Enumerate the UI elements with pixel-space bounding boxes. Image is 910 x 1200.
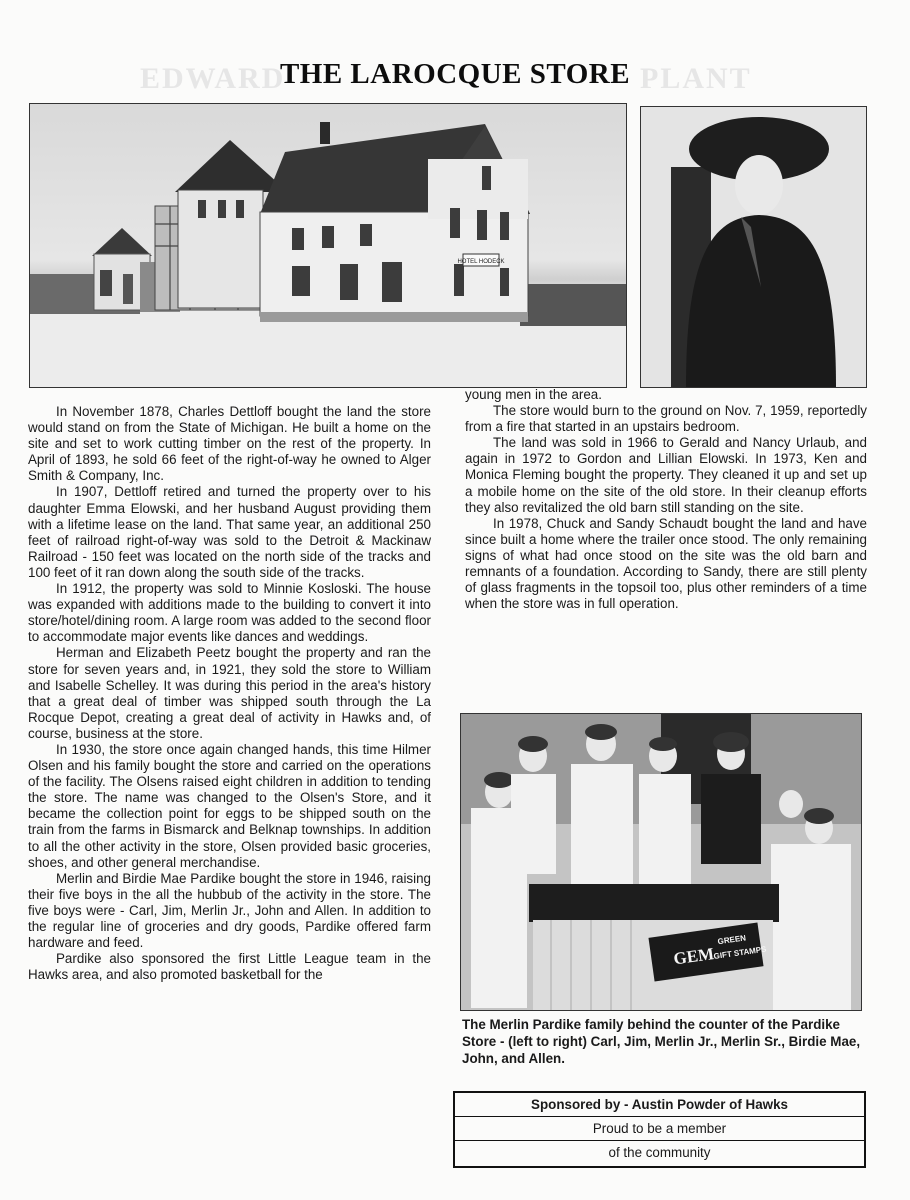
sponsor-line-1: Sponsored by - Austin Powder of Hawks	[455, 1093, 864, 1117]
store-sign-text: HOTEL HODECK	[457, 259, 505, 265]
article-paragraph: The store would burn to the ground on Nov. 7, 1959, reportedly from a fire that started in an upstairs bedroom.	[465, 403, 867, 435]
family-photo-caption: The Merlin Pardike family behind the counter of the Pardike Store - (left to right) Carl, Jim, Merlin Jr., Merlin Sr., Birdie Mae, John, and Allen.	[462, 1017, 861, 1066]
sponsor-line-3: of the community	[608, 1145, 711, 1160]
article-paragraph: In 1907, Dettloff retired and turned the property over to his daughter Emma Elowski, and her husband August providing them with a lifetime lease on the land. That same year, an additional 250 feet of railroad right-of-way was sold to the Detroit & Mackinaw Railroad - 150 feet was located on the north side of the tracks and 100 feet of it ran down along the south side of the tracks.	[28, 484, 431, 580]
article-right-column	[465, 387, 867, 612]
article-paragraph: The land was sold in 1966 to Gerald and Nancy Urlaub, and again in 1972 to Gordon and Lillian Elowski. In 1973, Ken and Monica Fleming bought the property. They cleaned it up and set up a mobile home on the site of the old store. In their cleanup efforts they also revitalized the old barn still standing on the site.	[465, 435, 867, 515]
portrait-illustration	[641, 107, 866, 387]
ghost-text-left: EDWARD	[140, 62, 286, 95]
article-paragraph: Pardike also sponsored the first Little League team in the Hawks area, and also promoted basketball for the	[28, 951, 431, 983]
gem-sign-line2: GIFT STAMPS	[713, 944, 767, 961]
store-building-photo	[29, 103, 627, 388]
article-paragraph: In 1978, Chuck and Sandy Schaudt bought the land and have since built a home where the trailer once stood. The only remaining signs of what had once stood on the site was the old barn and remnants of a foundation. According to Sandy, there are still plenty of glass fragments in the topsoil too, plus other reminders of a time when the store was in full operation.	[465, 515, 867, 612]
article-paragraph: Herman and Elizabeth Peetz bought the property and ran the store for seven years and, in 1921, they sold the store to William and Isabelle Schelley. It was during this period in the area's history that a great deal of timber was shipped south through the La Rocque Depot, creating a great deal of activity in Hawks and, of course, business at the store.	[28, 645, 431, 741]
article-continuation: young men in the area.	[465, 387, 602, 402]
store-building-illustration	[30, 104, 626, 387]
article-paragraph: In November 1878, Charles Dettloff bought the land the store would stand on from the State of Michigan. He built a home on the site and set to work cutting timber on the rest of the property. In April of 1893, he sold 66 feet of the right-of-way he owned to Alger Smith & Company, Inc.	[28, 404, 431, 484]
article-paragraph: In 1912, the property was sold to Minnie Kosloski. The house was expanded with additions made to the building to convert it into store/hotel/dining room. A large room was added to the second floor to accommodate major events like dances and weddings.	[28, 581, 431, 645]
sponsor-box	[453, 1091, 866, 1168]
gem-sign-brand: GEM	[672, 944, 716, 969]
article-paragraph: In 1930, the store once again changed hands, this time Hilmer Olsen and his family bought the store and carried on the operations of the facility. The Olsens raised eight children in addition to tending the store. The name was changed to the Olsen's Store, and it became the collection point for eggs to be shipped south on the train from the farms in Bismarck and Belknap townships. In addition to all the other activity in the store, Olsen provided basic groceries, shoes, and other general merchandise.	[28, 741, 431, 870]
family-photo	[460, 713, 862, 1011]
article-paragraph: Merlin and Birdie Mae Pardike bought the store in 1946, raising their five boys in the all the hubbub of the activity in the store. The five boys were - Carl, Jim, Merlin Jr., John and Allen. In addition to the regular line of groceries and dry goods, Pardike offered farm hardware and feed.	[28, 870, 431, 951]
page-title: THE LAROCQUE STORE	[279, 58, 631, 90]
portrait-photo	[640, 106, 867, 388]
ghost-text-right: PLANT	[640, 62, 752, 95]
article-left-column	[28, 404, 431, 983]
family-photo-illustration	[461, 714, 861, 1010]
sponsor-line-2: Proud to be a member	[455, 1117, 864, 1141]
gem-sign-line1: GREEN	[717, 933, 747, 947]
